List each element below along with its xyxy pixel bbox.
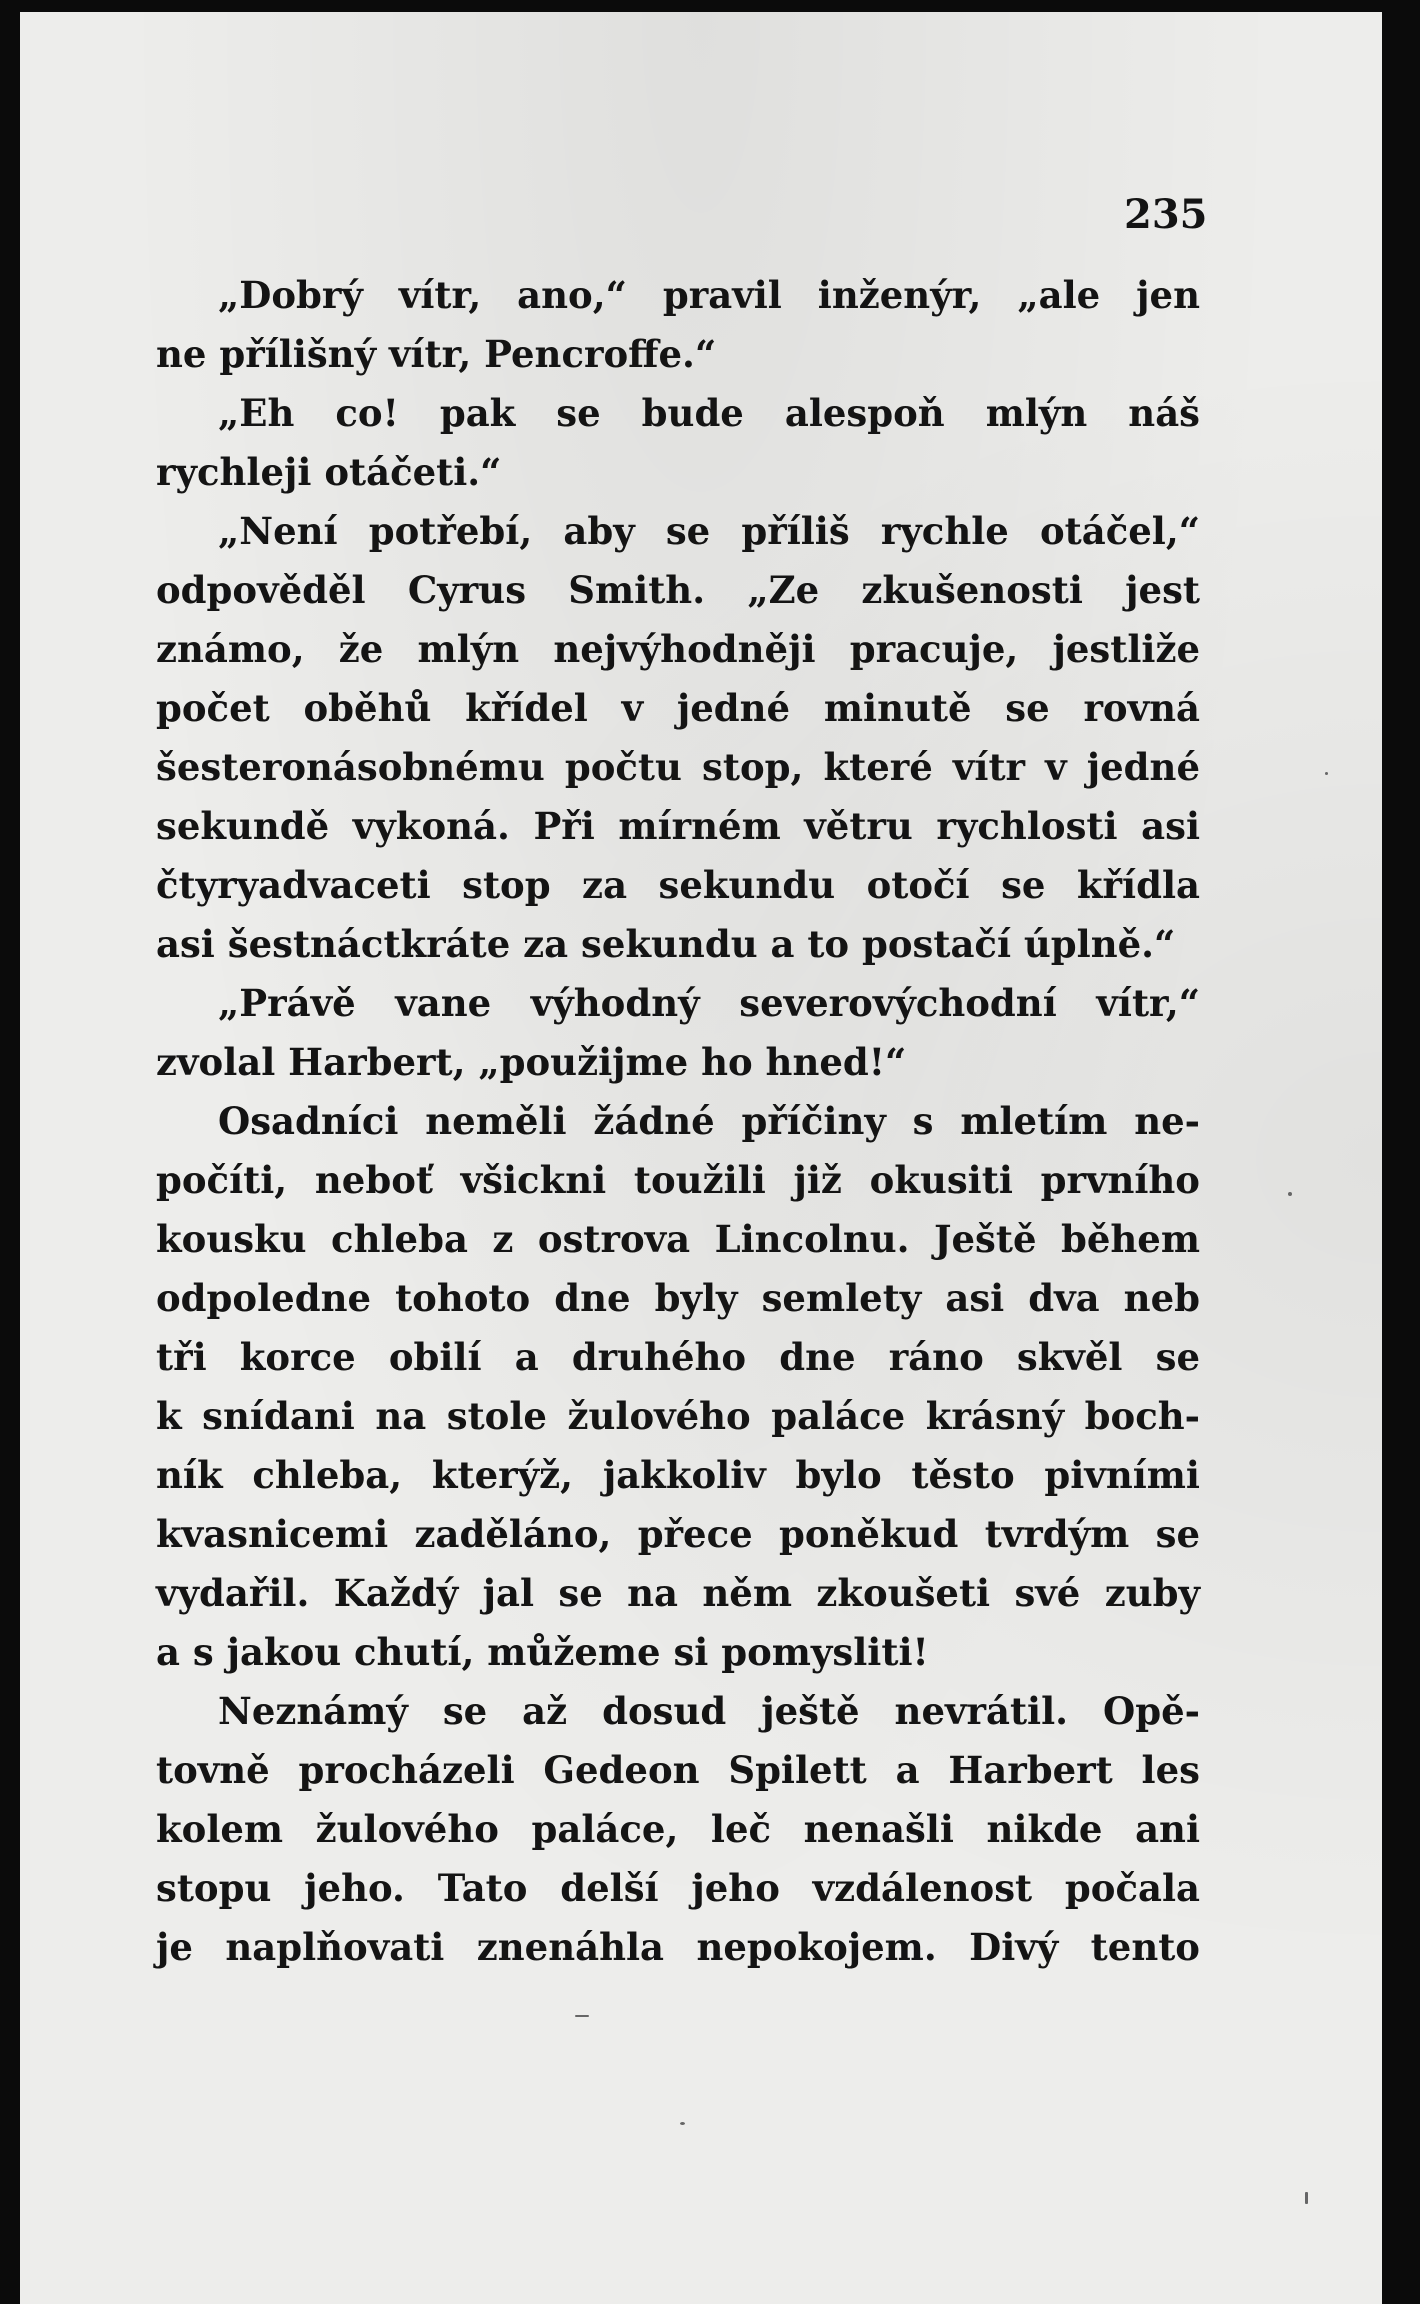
- text-line: Osadníci neměli žádné příčiny s mletím ne-: [218, 1099, 1200, 1143]
- text-line: počíti, neboť všickni toužili již okusiti prvního: [156, 1158, 1200, 1202]
- paper-speck: [1305, 2192, 1308, 2204]
- text-line: „Dobrý vítr, ano,“ pravil inženýr, „ale jen: [218, 273, 1200, 317]
- text-line: ne přílišný vítr, Pencroffe.“: [156, 332, 717, 376]
- text-line: tři korce obilí a druhého dne ráno skvěl se: [156, 1335, 1200, 1379]
- text-line: a s jakou chutí, můžeme si pomysliti!: [156, 1630, 929, 1674]
- text-line: odpoledne tohoto dne byly semlety asi dva neb: [156, 1276, 1200, 1320]
- text-line: odpověděl Cyrus Smith. „Ze zkušenosti jest: [156, 568, 1200, 612]
- text-line: známo, že mlýn nejvýhodněji pracuje, jestliže: [156, 627, 1200, 671]
- text-line: je naplňovati znenáhla nepokojem. Divý tento: [156, 1925, 1200, 1969]
- text-line: kolem žulového paláce, leč nenašli nikde ani: [156, 1807, 1200, 1851]
- text-line: ník chleba, kterýž, jakkoliv bylo těsto pivními: [156, 1453, 1200, 1497]
- book-page: [20, 12, 1382, 2304]
- text-line: šesteronásobnému počtu stop, které vítr v jedné: [156, 745, 1200, 789]
- text-line: rychleji otáčeti.“: [156, 450, 502, 494]
- body-text: [156, 266, 1200, 1977]
- text-line: sekundě vykoná. Při mírném větru rychlosti asi: [156, 804, 1200, 848]
- paper-speck: [575, 2015, 589, 2017]
- text-line: tovně procházeli Gedeon Spilett a Harbert les: [156, 1748, 1200, 1792]
- text-line: k snídani na stole žulového paláce krásný boch-: [156, 1394, 1200, 1438]
- text-line: vydařil. Každý jal se na něm zkoušeti své zuby: [156, 1571, 1200, 1615]
- text-line: čtyryadvaceti stop za sekundu otočí se křídla: [156, 863, 1200, 907]
- text-line: kvasnicemi zaděláno, přece poněkud tvrdým se: [156, 1512, 1200, 1556]
- text-line: kousku chleba z ostrova Lincolnu. Ještě během: [156, 1217, 1200, 1261]
- paper-speck: [1288, 1192, 1292, 1196]
- text-line: zvolal Harbert, „použijme ho hned!“: [156, 1040, 907, 1084]
- text-line: Neznámý se až dosud ještě nevrátil. Opě-: [218, 1689, 1200, 1733]
- paper-speck: [1325, 772, 1328, 775]
- text-line: „Eh co! pak se bude alespoň mlýn náš: [218, 391, 1200, 435]
- text-line: „Není potřebí, aby se příliš rychle otáčel,“: [218, 509, 1200, 553]
- page-number: 235: [1124, 191, 1208, 238]
- text-line: počet oběhů křídel v jedné minutě se rovná: [156, 686, 1200, 730]
- text-line: „Právě vane výhodný severovýchodní vítr,“: [218, 981, 1200, 1025]
- paper-speck: [680, 2122, 685, 2125]
- text-line: stopu jeho. Tato delší jeho vzdálenost počala: [156, 1866, 1200, 1910]
- text-line: asi šestnáctkráte za sekundu a to postačí úplně.“: [156, 922, 1176, 966]
